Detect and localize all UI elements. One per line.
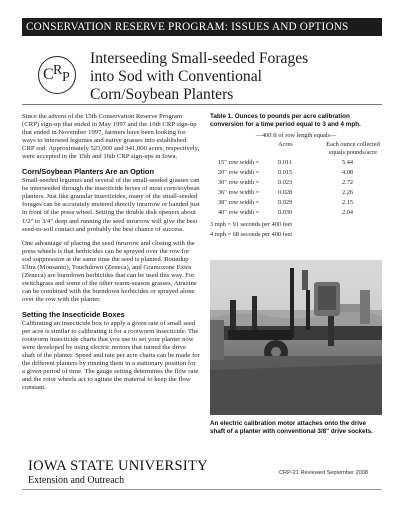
cell-acres: 0.015 (278, 169, 293, 177)
cell-row-width: 20" row width = (218, 169, 260, 177)
logo-letter-p: P (62, 70, 70, 85)
crp-logo (38, 56, 76, 94)
cell-pounds: 2.26 (342, 189, 354, 197)
footer-divider (22, 489, 382, 490)
cell-pounds: 4.08 (342, 169, 354, 177)
university-logo (28, 459, 248, 486)
table-row (210, 199, 382, 209)
section-heading-insecticide-boxes: Setting the Insecticide Boxes (22, 309, 125, 319)
table-note: 4 mph = 68 seconds per 400 feet (210, 230, 293, 238)
table-caption: Table 1. Ounces to pounds per acre calibration conversion for a time period equal to 3 and 4 mph. (210, 113, 361, 128)
table-row (210, 159, 382, 169)
document-title (90, 50, 370, 104)
logo-letter-r: R (53, 63, 63, 78)
cell-acres: 0.028 (278, 189, 293, 197)
title-line: into Sod with Conventional (90, 68, 262, 85)
intro-paragraph: Since the advent of the 15th Conservation Reserve Program (CRP) sign-up that ended in May 1997 and the 16th CRP sign-up that ended in November 1997, farmers have been looking for ways to interseed legumes and native grasses into established CRP sod. Approximately 523,000 and 341,000 acres, respectively, were accepted in the 15th and 16th CRP sign-ups in Iowa. (22, 113, 200, 161)
table-row (210, 179, 382, 189)
table-row (210, 189, 382, 199)
cell-acres: 0.030 (278, 209, 293, 217)
title-divider (22, 104, 382, 105)
table-row (210, 209, 382, 219)
planter-photo (210, 260, 382, 415)
table-note: 3 mph = 91 seconds per 400 feet (210, 221, 293, 229)
table-row (210, 169, 382, 179)
cell-row-width: 40" row width = (218, 209, 260, 217)
calibration-table (210, 113, 382, 238)
cell-pounds: 2.72 (342, 179, 354, 187)
column-header-acres: Acres (278, 141, 293, 149)
cell-row-width: 36" row width = (218, 189, 260, 197)
table-subheading: —400 ft of row length equals— (255, 132, 337, 140)
cell-row-width: 38" row width = (218, 199, 260, 207)
university-name: IOWA STATE UNIVERSITY (28, 458, 208, 474)
paragraph-calibrating: Calibrating an insecticide box to apply a given rate of small seed per acre is similar to calibrating it for a rootworm insecticide. The rootworm insecticide charts that you use to set your planter now were developed by using electric motors that turned the drive shaft of the planter. Speed and rate per acre charts can be made for the different planters by running them in a stationary position for a given period of time. The gauge setting determines the flow rate and the rotor wheels act to agitate the material to keep the flow constant. (22, 319, 200, 392)
cell-acres: 0.029 (278, 199, 293, 207)
photo-caption: An electric calibration motor attaches onto the drive shaft of a planter with conventional 3/8" drive sockets. (210, 420, 373, 435)
article-body (22, 113, 200, 392)
section-heading-planters: Corn/Soybean Planters Are an Option (22, 167, 154, 177)
logo-letter-c: C (43, 66, 54, 83)
cell-pounds: 5.44 (342, 159, 354, 167)
cell-acres: 0.023 (278, 179, 293, 187)
cell-acres: 0.011 (278, 159, 292, 167)
table-header (210, 141, 382, 159)
paragraph-advantage: One advantage of placing the seed inrurrow and closing with the press wheels is that herbicides can be sprayed over the row for sod suppression at the same time the seed is planted. Roundup Ultra (Monsanto), Touchdown (Zeneca), and Gramoxone Extra (Zeneca) are burndown herbicides that can be used this way. For switchgrass and some of the other warm-season grasses, Atrazine can be combined with the burndown herbicides or sprayed alone over the row with the planter. (22, 239, 197, 303)
extension-unit: Extension and Outreach (28, 475, 125, 486)
cell-row-width: 15" row width = (218, 159, 260, 167)
series-banner: CONSERVATION RESERVE PROGRAM: ISSUES AND OPTIONS (22, 18, 382, 36)
column-header-pounds: Each ounce collected equals pounds/acre (326, 141, 380, 156)
cell-pounds: 2.04 (342, 209, 354, 217)
paragraph-planters: Small-seeded legumes and several of the small-seeded grasses can be interseeded through the insecticide boxes of most corn/soybean planters. Just like granular insecticides, many of the small-seeded forages can be accurately metered directly inrurrow or banded just in front of the press wheel. Setting the double disk openers about 1/2" to 3/4" deep and running the seed inrurrow will give the best seed-to-soil contact and probably the best chance of success. (22, 177, 200, 233)
publication-id: CRP-21 Reviewed September 2008 (279, 470, 368, 476)
cell-row-width: 30" row width = (218, 179, 260, 187)
title-line: Interseeding Small-seeded Forages (90, 50, 309, 67)
cell-pounds: 2.15 (342, 199, 354, 207)
planter-photo-graphic (210, 260, 382, 415)
title-line: Corn/Soybean Planters (90, 86, 234, 103)
